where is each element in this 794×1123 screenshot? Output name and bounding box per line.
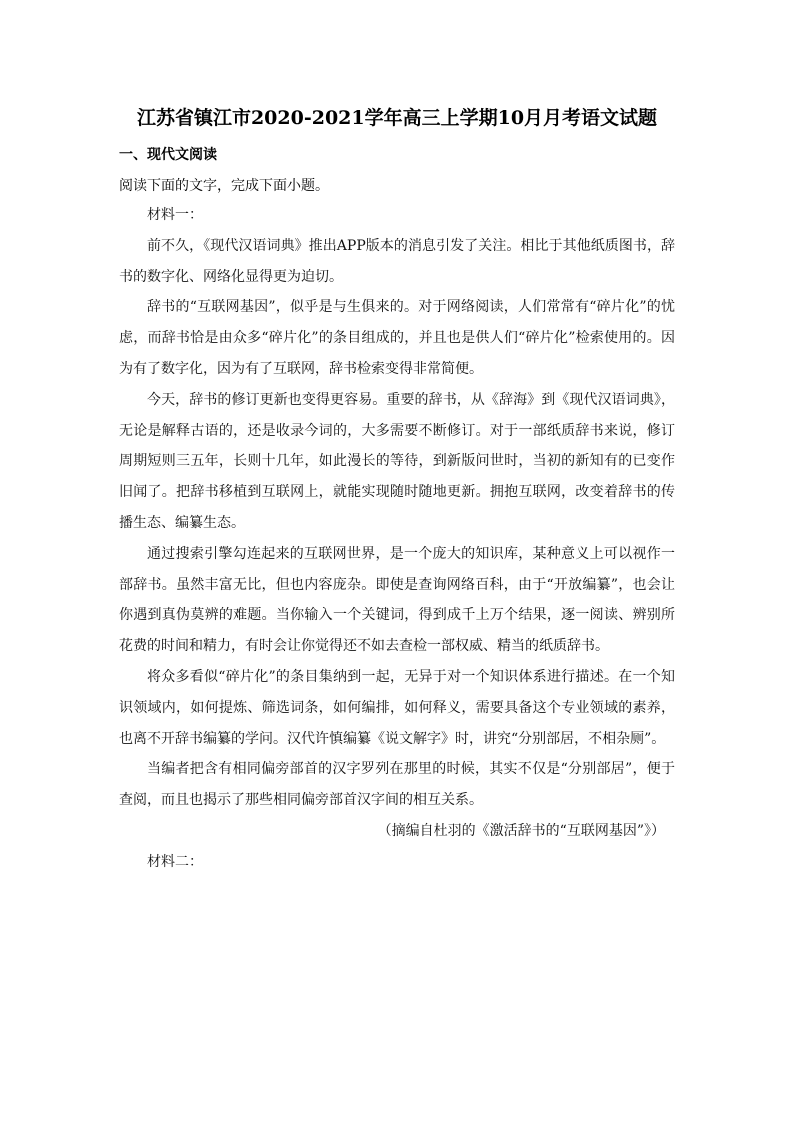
source-citation: （摘编自杜羽的《激活辞书的“互联网基因”》） <box>377 822 665 839</box>
section-heading: 一、现代文阅读 <box>119 147 217 163</box>
paragraph: 辞书的“互联网基因”，似乎是与生俱来的。对于网络阅读，人们常常有“碎片化”的忧虑，而辞书恰是由众多“碎片化”的条目组成的，并且也是供人们“碎片化”检索使用的。因为有了数字化，因为有了互联网，辞书检索变得非常简便。 <box>119 299 675 377</box>
material-label: 材料一： <box>147 207 203 223</box>
paragraph: 当编者把含有相同偏旁部首的汉字罗列在那里的时候，其实不仅是“分别部居”，便于查阅，而且也揭示了那些相同偏旁部首汉字间的相互关系。 <box>119 761 675 809</box>
paragraph: 通过搜索引擎勾连起来的互联网世界，是一个庞大的知识库，某种意义上可以视作一部辞书。虽然丰富无比，但也内容庞杂。即使是查询网络百科，由于“开放编纂”，也会让你遇到真伪莫辨的难题。当你输入一个关键词，得到成千上万个结果，逐一阅读、辨别所花费的时间和精力，有时会让你觉得还不如去查检一部权威、精当的纸质辞书。 <box>119 545 675 655</box>
paragraph: 今天，辞书的修订更新也变得更容易。重要的辞书，从《辞海》到《现代汉语词典》，无论是解释古语的，还是收录今词的，大多需要不断修订。对于一部纸质辞书来说，修订周期短则三五年，长则十几年，如此漫长的等待，到新版问世时，当初的新知有的已变作旧闻了。把辞书移植到互联网上，就能实现随时随地更新。拥抱互联网，改变着辞书的传播生态、编纂生态。 <box>119 391 675 531</box>
reading-passage <box>119 200 675 878</box>
reading-instruction: 阅读下面的文字，完成下面小题。 <box>119 178 329 194</box>
page-title: 江苏省镇江市2020-2021学年高三上学期10月月考语文试题 <box>136 107 658 129</box>
paragraph: 将众多看似“碎片化”的条目集纳到一起，无异于对一个知识体系进行描述。在一个知识领域内，如何提炼、筛选词条，如何编排，如何释义，需要具备这个专业领域的素养，也离不开辞书编纂的学问。汉代许慎编纂《说文解字》时，讲究“分别部居，不相杂厕”。 <box>119 668 675 747</box>
paragraph: 前不久，《现代汉语词典》推出APP版本的消息引发了关注。相比于其他纸质图书，辞书的数字化、网络化显得更为迫切。 <box>119 237 675 285</box>
material-label: 材料二： <box>147 853 203 870</box>
